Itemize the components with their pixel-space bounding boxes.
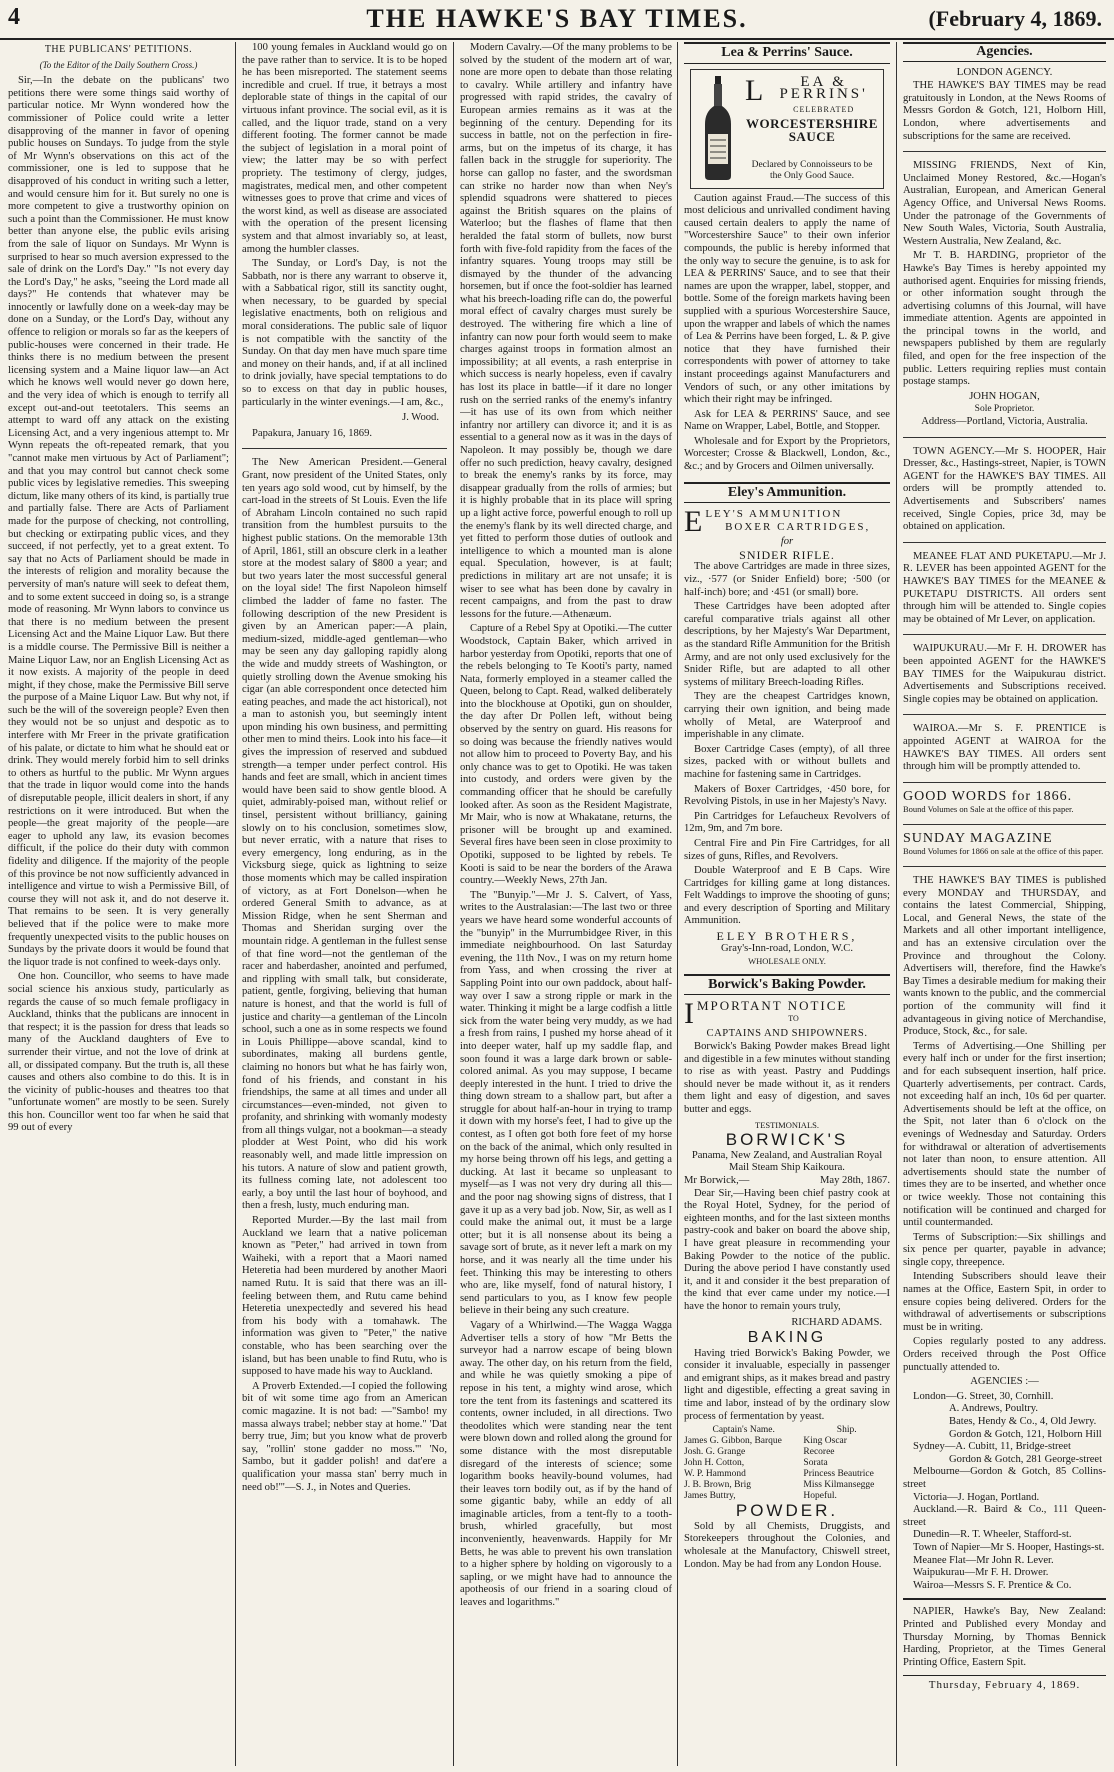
divider — [903, 437, 1106, 438]
powder-word: POWDER. — [735, 1501, 839, 1521]
list-item: London—G. Street, 30, Cornhill. — [913, 1390, 1054, 1402]
letter-salute: Mr Borwick,— — [684, 1174, 750, 1186]
ad-paragraph: Double Waterproof and E B Caps. Wire Cartridges for killing game at long distances. Felt Waddings to improve the shooting of guns; and every description of Sporting and Military Ammunition. — [684, 865, 890, 927]
list-item: Wairoa—Messrs S. F. Prentice & Co. — [913, 1579, 1072, 1591]
article-heading: THE PUBLICANS' PETITIONS. — [44, 44, 193, 55]
column-3 — [460, 42, 672, 1766]
ships-table-header — [684, 1425, 890, 1436]
paper-notice: Terms of Advertising.—One Shilling per every half inch or under for the first insertion; and for each subsequent insertion, half price. Quarterly advertisements, per contract. Cards, not exceeding half an inch, 10s 6d per quarter. Advertisements should be left at the office, on the Spit, not later than 6 o'clock on the evenings of Wednesday and Saturday. Orders for withdrawal or alteration of advertisements not later than noon, to ensure attention. All advertisements should state the number of times they are to be inserted, and whether once or twice weekly. Those not containing this notification will be continued and charged for until countermanded. — [903, 1040, 1106, 1229]
ad-paragraph: Central Fire and Pin Fire Cartridges, for all sizes of guns, Rifles, and Revolvers. — [684, 837, 890, 862]
list-item: A. Andrews, Poultry. — [949, 1403, 1039, 1415]
divider — [903, 151, 1106, 152]
ad-paragraph: Borwick's Baking Powder makes Bread light and digestible in a few minutes without standing to rise as with yeast. Pastry and Puddings should never be made without it, as it renders them light and easy of digestion, and saves butter and eggs. — [684, 1041, 890, 1115]
agency-notice: TOWN AGENCY.—Mr S. HOOPER, Hair Dresser, &c., Hastings-street, Napier, is TOWN AGENT for the HAWKE'S BAY TIMES. All orders will be promptly attended to. Advertisements and Subscribers' names received, Single Copies, price 3d, may be obtained on application. — [903, 445, 1106, 533]
table-row — [684, 1447, 890, 1458]
divider — [903, 824, 1106, 825]
ad-paragraph: They are the cheapest Cartridges known, carrying their own ignition, and being made wholly of Metal, are Waterproof and imperishable in any climate. — [684, 691, 890, 741]
ad-paragraph: Pin Cartridges for Lefaucheux Revolvers of 12m, 9m, and 7m bore. — [684, 810, 890, 835]
good-words-title: GOOD WORDS for 1866. — [903, 788, 1073, 804]
borwick-word: BORWICK'S — [725, 1130, 849, 1150]
ad-paragraph: Sold by all Chemists, Druggists, and Storekeepers throughout the Colonies, and wholesale at the Manufactory, Chiswell street, London. May be had from any London House. — [684, 1520, 890, 1570]
newspaper-title: THE HAWKE'S BAY TIMES. — [366, 4, 748, 33]
divider — [242, 448, 447, 449]
article-paragraph: Sir,—In the debate on the publicans' two petitions there were some things said worthy of particular notice. Mr Wynn wondered how the commissioner of Police could write a letter disapproving of the manner in favor of opening public houses on Sundays. To judge from the style of Mr Wynn's observations on this act of the commissioner, one is led to suppose that he disapproved of his conduct in writing such a letter, and would censure him for it. But surely no one is more competent to give a trustworthy opinion on such a point than the Commissioner. He must know better than anyone else, the public evils arising from the sale of liquor on Sundays. Mr Wynn is surprised to hear so much aversion expressed to the sale of drink on the Lord's Day." "Is not every day the Lord's Day," he asks, "seeing the Lord made all days?" He contends that whatever may be innocently or lawfully done on a week-day may be done on a Sunday, or the Lord's Day, without any offence to religion or morals so far as the keepers of public-houses were concerned in their trade. He thinks there is no medium between the present licensing system and a Maine liquor law—an Act which he knows well would never go down here, and the very idea of which is enough to terrify all except out-and-out teetotalers. This seems an attempt to ward off any attack on the existing Licensing Act, and a very ingenious attempt to. Mr Wynn repeats the oft-repeated remark, that you "cannot make men virtuous by Act of Parliament"; and that you may control but cannot check some public vices by legislative remedies. This sweeping dictum, like many others of its kind, is partially true and partially false. There are Acts of Parliament made for the purpose of checking, not controlling, but checking or extirpating public vices, and they succeed, if not perfectly, yet to a great extent. To say that no Acts of Parliament should be made in the interests of religion and morality because the perversity of man's nature will seek to defeat them, and to some extent succeed in doing so, is a strange mode of reasoning. Mr Wynn labors to convince us that there is no medium between the present Licensing Act and the Maine Liquor Law. But there is a middle course. The Permissive Bill is neither a Maine Liquor Law, nor an English Licensing Act as it now exists. A majority of the people in deed might, if they chose, make the Permissive Bill serve the purpose of a Maine Liquor Law. But why not, if such be the will of the sovereign people? Even then they would not be so unjust and despotic as to interfere with Mr Freer in the private gratification of his palate, or dictate to him what he should eat or drink. They would merely forbid him to sell drinks to others as hurtful to the public. Mr Wynn argues that the trade in liquor would come into the hands of disreputable people, illicit dealers in short, if any restrictions on it were introduced. But when the people—the great majority of the people—are eager to uphold any law, its evasion becomes difficult, if the police do their duty with common fidelity and diligence. If the majority of the people of this province be not now sufficiently advanced in intelligence and virtue to wish a Permissive Bill, of course they will not ask it, and do not deserve it. That remains to be seen. It is very generally believed that if the police were to make more frequently unexpected visits to the public houses on Sundays by the private doors it would be found that the liquor trade is not confined to week-days only. — [8, 75, 229, 968]
table-cell: Hopeful. — [803, 1491, 837, 1502]
news-item: Modern Cavalry.—Of the many problems to be solved by the student of the modern art of war, none are more open to debate than those relating to cavalry. While artillery and infantry have progressed with rapid strides, the cavalry of European armies remains as it was at the beginning of the century. Depending for its success in battle, not on the perfection in fire-arms, but on the impetus of its charge, it has fallen back in the struggle for superiority. The horse can gallop no faster, and the swordsman can strike no harder now than when Ney's splendid squadrons were shattered to pieces against the British squares on the plains of Waterloo; but the flashes of flame that then heralded the fatal storm of bullets, now burst forth with five-fold rapidity from the faces of the infantry squares. Young troops may still be dismayed by the thunder of the advancing horsemen, but if once the foot-soldier has learned what his breech-loading rifle can do, the powerful moral effect of cavalry charges must surely be destroyed. The withering fire which a line of infantry can now pour forth would seem to make charges against troops in formation almost an impossibility; at all events, a rash enterprise in which success is nearly hopeless, even if cavalry has lost its place in battle—if it dare no longer rush on the serried ranks of the enemy's infantry—it has use of its own from which neither infantry nor artillery can divorce it; and it is as essential to a general now as it was in the days of Napoleon. It may possibly be, though we dare offer no such prediction, heavy cavalry, designed to break the enemy's ranks by its force, may disappear gradually from the rolls of armies; but it is highly probable that in its place will spring up a light active force, powerful enough to roll up the enemy's flank by its well directed charge, and yet fitted to perform those duties of outlook and intelligence to which a mounted man is alone equal. Speculation, however, is at fault; predictions in military art are not unsafe; it is wiser to see what has been done by cavalry in recent campaigns, and from the past to draw lessons for the future.—Athenæum. — [460, 42, 672, 620]
news-item: Vagary of a Whirlwind.—The Wagga Wagga Advertiser tells a story of how "Mr Betts the surveyor had a narrow escape of being blown away. The other day, on his return from the field, and while he was quietly smoking a pipe of repose in his tent, a mighty wind arose, which tore the tent from its fastenings and scattered its contents, owner included, in all directions. Two theodolites which were standing near the tent were blown down and rolled along the ground for some distance with the most disreputable disregard of the interests of science; some logarithm books heavily-bound volumes, had their leaves torn bodily out, as if by the hand of some gigantic baby, while an eddy of all imaginable articles, from a tent-fly to a tooth-brush, whirled gracefully, but most inconveniently, heavenwards. Happily for Mr Betts, he was able to prevent his own translation to a higher sphere by holding on vigorously to a sapling, or we might have had to announce the apotheosis of our friend in a soaring cloud of leaves and logarithms." — [460, 1319, 672, 1609]
agency-notice: THE HAWKE'S BAY TIMES may be read gratuitously in London, at the News Rooms of Messrs Gordon & Gotch, 121, Holborn Hill, London, where advertisements and subscriptions for the same are received. — [903, 80, 1106, 142]
london-agency-title: LONDON AGENCY. — [956, 65, 1053, 78]
issue-date: (February 4, 1869. — [928, 6, 1102, 31]
list-item: Meanee Flat—Mr John R. Lever. — [913, 1554, 1054, 1566]
good-words-sub: Bound Volumes on Sale at the office of this paper. — [903, 804, 1074, 815]
news-item: Reported Murder.—By the last mail from Auckland we learn that a native policeman known as "Peter," had arrived in town from Waiheki, with a report that a Maori named Heteretia had been murdered by another Maori named Rutu. It is said that there was an ill-feeling between them, and Rutu came behind Heteretia unexpectedly and severed his head from his body with a tomahawk. The information was given to "Peter," the native constable, who has been searching over the island, but has been unable to find Rutu, who is supposed to have made his way to Auckland. — [242, 1215, 447, 1378]
sunday-magazine-sub: Bound Volumes for 1866 on sale at the office of this paper. — [903, 846, 1104, 857]
eley-ad-title: Eley's Ammunition. — [684, 482, 890, 504]
letter-signature: J. Wood. — [402, 412, 439, 424]
borwick-location: Panama, New Zealand, and Australian Royal Mail Steam Ship Kaikoura. — [691, 1149, 883, 1174]
table-row — [684, 1436, 890, 1447]
list-item: Gordon & Gotch, 121, Holborn Hill — [949, 1428, 1102, 1440]
column-rule — [453, 42, 454, 1766]
news-item: The New American President.—General Grant, now president of the United States, only ten years ago sold wood, cut by himself, by the cart-load in the streets of St Louis. Even the life of Abraham Lincoln contained no such rapid transition from the humblest pursuits to the highest public stations. On the memorable 13th of April, 1861, still an obscure clerk in a leather store at the modest salary of $800 a year; and but two years later the most successful general on the loyal side! The first Napoleon himself climbed the ladder of fame no faster. The following description of the new President is given by an American paper:—A plain, medium-sized, middle-aged gentleman—who may be seen any day galloping rapidly along the wide and muddy streets of Washington, or quietly strolling down the Avenue smoking his cigar (an able correspondent once detected him eating peaches, and made the act historical), not a man to astonish you, but seemingly intent upon minding his own business, and permitting other men to mind theirs. Look into his face—it gives the impression of reserved and subdued strength—a temper under perfect control. His hands and feet are small, which in ancient times would have been said to show gentle blood. A quiet, admirably-poised man, without relief or tinsel, persistent without brilliancy, gaining slowly on to his conclusion, sometimes slow, but never erratic, with a nature that rises to every emergency, long enduring, as in the Vicksburg siege, quick as lightning to seize those moments which may be called inspiration of victory, as at Fort Donelson—when he ordered General Smith to advance, as at Mission Ridge, when he sent Sherman and Thomas and Sheridan surging over the mountain ridge. A gentleman in the fullest sense of that fine word—not the gentleman of the racer and haberdasher, anointed and perfumed, and rippling with small talk, but considerate, patient, gentle, forgiving, believing that human nature is honest, and that the world is full of justice and charity—a gentleman of the Lincoln school, such a one as in some respects we found in Louis Phillippe—above scandal, kind to subordinates, making all burdens gentle, claiming no honors but what he has fairly won, fond of his friends, and constant in his friendships, the same at all times and under all circumstances—even-minded, not given to profanity, and shrinking with womanly modesty from all things vulgar, not a bookman—a steady plodder at West Point, who did his work reasonably well, and made little impression on his tutors. A nature of slow and patient growth, its fullness coming late, not adolescent too early, a boy until the last hour of boyhood, and then a fresh, lusty, much enduring man. — [242, 457, 447, 1212]
lea-perrins-initial: L — [745, 73, 767, 107]
borwick-line: TO — [788, 1014, 799, 1024]
column-rule — [677, 42, 678, 1766]
table-cell: J. B. Brown, Brig — [684, 1480, 752, 1491]
ad-paragraph: These Cartridges have been adopted after careful comparative trials against all other descriptions, by her Majesty's War Department, as the standard Rifle Ammunition for the British Army, and are not only used exclusively for the Snider Rifle, but are adapted to all other systems of military Breech-loading Rifles. — [684, 601, 890, 688]
paper-notice: Copies regularly posted to any address. Orders received through the Post Office punctually attended to. — [903, 1336, 1106, 1373]
letter-date: May 28th, 1867. — [819, 1174, 890, 1186]
ad-paragraph: Dear Sir,—Having been chief pastry cook at the Royal Hotel, Sydney, for the period of eighteen months, and for the last sixteen months pastry-cook and baker on board the above ship, I have great pleasure in recommending your Baking Powder to the notice of the public. During the above period I have constantly used it, and it and consider it the best preparation of the kind that ever came under my notice.—I have the honor to remain yours truly, — [684, 1187, 890, 1312]
agencies-list — [903, 1391, 1106, 1593]
borwick-line: MPORTANT NOTICE — [697, 1000, 848, 1014]
eley-line: SNIDER RIFLE. — [739, 547, 835, 562]
ad-paragraph: Ask for LEA & PERRINS' Sauce, and see Name on Wrapper, Label, Bottle, and Stopper. — [684, 408, 890, 433]
table-cell: Recoree — [803, 1447, 835, 1458]
list-item: Melbourne—Gordon & Gotch, 85 Collins-street — [903, 1466, 1106, 1490]
ad-paragraph: Having tried Borwick's Baking Powder, we consider it invaluable, especially in passenger and emigrant ships, as it makes bread and pastry light and digestible, effecting a great saving in time and labor, instead of by the ordinary slow process of fermentation by yeast. — [684, 1347, 890, 1422]
paper-notice: Intending Subscribers should leave their names at the Office, Eastern Spit, in order to ensure copies being delivered. Orders for the withdrawal of advertisements or subscriptions must be in writing. — [903, 1271, 1106, 1333]
eley-wholesale: WHOLESALE ONLY. — [748, 956, 826, 967]
table-cell: Princess Beautrice — [803, 1469, 874, 1480]
news-item: Capture of a Rebel Spy at Opotiki.—The cutter Woodstock, Captain Baker, which arrived in harbor yesterday from Opotiki, reports that one of the rebels belonging to Te Kooti's party, named Nata, formerly employed in a steamer called the Queen, belong to Capt. Read, walked deliberately into the blockhouse at Opotiki, gun on shoulder, the day after Dr Pollen left, without being observed by the sentry on guard. His reasons for so doing was because the friendly natives would not allow him to proceed to Poverty Bay, and his only chance was to get to Opotiki. He was taken into custody, and orders were given by the commanding officer that he should be carefully looked after. As soon as the Resident Magistrate, Mr Mair, who is now at Whakatane, returns, the prisoner will be brought up and examined. Several fires have been seen in close proximity to Opotiki, supposed to be lighted by rebels. Te Kooti is said to be near the borders of the Arawa country.—Weekly News, 27th Jan. — [460, 623, 672, 887]
article-subheading: (To the Editor of the Daily Southern Cross.) — [39, 59, 198, 70]
header-cell: Ship. — [836, 1425, 857, 1436]
list-item: Auckland.—R. Baird & Co., 111 Queen-street — [903, 1504, 1106, 1528]
lea-perrins-name: EA & PERRINS' — [779, 73, 868, 103]
column-5-agencies — [903, 42, 1106, 1766]
letter-signature: RICHARD ADAMS. — [791, 1316, 882, 1328]
header-cell: Captain's Name. — [712, 1425, 775, 1436]
table-row — [684, 1469, 890, 1480]
article-paragraph: One hon. Councillor, who seems to have made social science his anxious study, particularly as regards the cause of so much female profligacy in Auckland, thinks that the publicans are innocent in that respect; it is the passion for dress that leads so many of the Auckland daughters of Eve to surrender their virtue, and not the love of drink at all, or dissipated company. But the truth is, all these causes and others also combine to do this. It is in the vicinity of public-houses and theatres too that "unfortunate women" are mostly to be seen. Surely this hon. Councillor went too far when he said that 99 out of every — [8, 971, 229, 1134]
imprint: NAPIER, Hawke's Bay, New Zealand: Printed and Published every Monday and Thursday Morning, by Thomas Bennick Harding, Proprietor, at the Times General Printing Office, Eastern Spit. — [903, 1606, 1106, 1668]
lea-perrins-declared: Declared by Connoisseurs to be the Only Good Sauce. — [751, 159, 873, 181]
divider — [903, 866, 1106, 867]
table-cell: James G. Gibbon, Barque — [684, 1436, 782, 1447]
list-item: Dunedin—R. T. Wheeler, Stafford-st. — [913, 1529, 1072, 1541]
ad-paragraph: Wholesale and for Export by the Proprietors, Worcester; Crosse & Blackwell, London, &c., &c.; and by Grocers and Oilmen universally. — [684, 435, 890, 473]
baking-word: BAKING — [747, 1329, 827, 1347]
table-cell: John H. Cotton, — [684, 1458, 745, 1469]
ad-paragraph: Boxer Cartridge Cases (empty), of all three sizes, packed with or without bullets and machine for fastening same in Cartridges. — [684, 743, 890, 780]
sauce-bottle-icon — [703, 76, 733, 180]
divider — [903, 714, 1106, 715]
column-4-advertisements — [684, 42, 890, 1766]
hogan-address: Address—Portland, Victoria, Australia. — [921, 416, 1088, 428]
page-number: 4 — [8, 4, 20, 30]
eley-address: Gray's-Inn-road, London, W.C. — [721, 942, 853, 954]
lea-perrins-ad-title: Lea & Perrins' Sauce. — [684, 42, 890, 64]
divider — [903, 782, 1106, 783]
list-item: Victoria—J. Hogan, Portland. — [913, 1491, 1040, 1503]
paper-notice: THE HAWKE'S BAY TIMES is published every MONDAY and THURSDAY, and contains the latest Commercial, Shipping, Local, and General News, the state of the Markets and all other important intelligence, and has an extensive circulation over the Province and throughout the Colony. Advertisers will, therefore, find the Hawke's Bay Times a desirable medium for making their wants known to the public, and the commercial portion of the community will find it advantageous in giving notice of Merchandise, Produce, Stock, &c., for sale. — [903, 875, 1106, 1038]
divider — [903, 542, 1106, 543]
ships-table — [684, 1425, 890, 1502]
borwick-line: CAPTAINS AND SHIPOWNERS. — [706, 1028, 868, 1040]
borwick-initial: I — [684, 1000, 694, 1029]
eley-line: BOXER CARTRIDGES, — [725, 520, 871, 533]
agencies-title: Agencies. — [903, 42, 1106, 62]
agency-notice: WAIPUKURAU.—Mr F. H. DROWER has been appointed AGENT for the HAWKE'S BAY TIMES for the Waipukurau district. Advertisements and Subscriptions received. Single copies may be obtained on application. — [903, 643, 1106, 705]
article-paragraph: 100 young females in Auckland would go on the pave rather than to service. It is to be hoped he has been misreported. The statement seems incredible and cruel. If true, it betrays a most deplorable state of things in the capital of our virtuous infant province. The social evil, as it is called, and the liquor trade, stand on a very different footing. The former cannot be made the subject of legislation in a moral point of view; the latter may be so with perfect propriety. The testimony of clergy, judges, magistrates, medical men, and other competent witnesses goes to prove that crime and vices of the worst kind, as well as disease are associated with the operation of the present licensing system and that almost invariably so, at least, among the humbler classes. — [242, 42, 447, 255]
lea-perrins-celebrated: CELEBRATED — [793, 104, 855, 114]
letter-dateline: Papakura, January 16, 1869. — [252, 427, 373, 439]
agency-notice: WAIROA.—Mr S. F. PRENTICE is appointed AGENT at WAIROA for the HAWKE'S BAY TIMES. All orders sent through him will be promptly attended to. — [903, 723, 1106, 773]
ad-paragraph: Makers of Boxer Cartridges, ·450 bore, for Revolving Pistols, in use in her Majesty's Navy. — [684, 783, 890, 808]
table-cell: James Buttry, — [684, 1491, 736, 1502]
ad-paragraph: Caution against Fraud.—The success of this most delicious and unrivalled condiment having caused certain dealers to apply the name of "Worcestershire Sauce" to their own inferior compounds, the public is hereby informed that the only way to secure the genuine, is to ask for LEA & PERRINS' Sauce, and to see that their names are upon the wrapper, label, stopper, and bottle. Some of the foreign markets having been supplied with a spurious Worcestershire Sauce, upon the wrapper and labels of which the names of Lea & Perrins have been forged, L. & P. give notice that they have furnished their correspondents with power of attorney to take instant proceedings against Manufacturers and Vendors of such, or any other imitations by which their right may be infringed. — [684, 192, 890, 406]
agency-notice: Mr T. B. HARDING, proprietor of the Hawke's Bay Times is hereby appointed my authorised agent. Enquiries for missing friends, or other information sought through the advertising columns of this Journal, will have immediate attention. Agents are appointed in the principal towns in the world, and newspapers published by them are regularly filed, and open for the free inspection of the public. Letters requiring replies must contain postage stamps. — [903, 250, 1106, 388]
borwick-ad-title: Borwick's Baking Powder. — [684, 974, 890, 996]
footer-date: Thursday, February 4, 1869. — [903, 1675, 1106, 1692]
table-cell: W. P. Hammond — [684, 1469, 746, 1480]
list-item: Town of Napier—Mr S. Hooper, Hastings-st. — [913, 1541, 1105, 1553]
sunday-magazine-title: SUNDAY MAGAZINE — [903, 830, 1053, 846]
eley-line: LEY'S AMMUNITION — [705, 508, 843, 521]
table-row — [684, 1458, 890, 1469]
column-2 — [242, 42, 447, 1766]
divider — [903, 1598, 1106, 1600]
list-item: Waipukurau—Mr F. H. Drower. — [913, 1567, 1049, 1579]
agency-notice: MISSING FRIENDS, Next of Kin, Unclaimed Money Restored, &c.—Hogan's Australian, European, and American General Agency Office, and Universal News Rooms. Under the patronage of the Governments of New South Wales, Victoria, South Australia, Western Australia, New Zealand, &c. — [903, 160, 1106, 247]
news-item: A Proverb Extended.—I copied the following bit of wit some time ago from an American comic magazine. It is not bad: —"Sambo! my massa always trabel; nebber stay at home." 'Dat berry true, Jim; but you know what de proverb say, "rollin' stone gadder no moss."' 'No, Sambo, but it gadder polish! and dat'ere a qualification your massa stan' berry much in need ob!'"—S. J., in Notes and Queries. — [242, 1380, 447, 1493]
column-1 — [8, 42, 229, 1766]
masthead — [0, 0, 1114, 40]
paper-notice: Terms of Subscription:—Six shillings and six pence per quarter, payable in advance; single copy, threepence. — [903, 1231, 1106, 1268]
eley-line: for — [780, 536, 794, 548]
list-item: Bates, Hendy & Co., 4, Old Jewry. — [949, 1416, 1097, 1427]
table-row — [684, 1480, 890, 1491]
eley-initial: E — [684, 508, 703, 537]
news-item: The "Bunyip."—Mr J. S. Calvert, of Yass, writes to the Australasian:—The last two or three years we have heard some wonderful accounts of the "bunyip" in the Murrumbidgee River, in this immediate neighbourhood. On last Saturday evening, the 11th Nov., I was on my return home from Yass, and when crossing the river at Sappling Point into our own paddock, about half-way over I saw a strong ripple or mark in the water. Thinking it might be a large codfish a little sick from the water being very muddy, as we had a fresh from rains, I pushed my horse ahead of it into deeper water, half up my saddle flap, and soon found it was a large dark brown or sable-colored animal. As you may suppose, I became deeply interested in the hunt. I tried to drive the thing down stream to a shallow part, but after a struggle for about half-an-hour in trying to tramp it down with my horse's feet, I had to give up the contest, as I often got both fore feet of my horse on the back of the animal, which only resulted in my horse being thrown off his legs, and getting a ducking. At last it became so unpleasant to myself—as I was not very dry during all this—and the poor nag showing signs of distress, that I gave it up as a very bad job. Now, Sir, as well as I could make the animal out, it must be a large otter; but it is all nonsense about its being a savage sort of brute, as it never left a mark on my horse, and it was nearly all the time under his feet. Thinking this may be interesting to others who are, like myself, fond of natural history, I send particulars to you, as I know few people believe in their being any such creature. — [460, 889, 672, 1317]
article-paragraph: The Sunday, or Lord's Day, is not the Sabbath, nor is there any warrant to observe it, with a Sabbatical rigor, still its sanctity ought, when necessary, to be guarded by special legislative enactments, both on religious and moral considerations. The public sale of liquor is not compatible with the sanctity of the Sunday. On that day men have much spare time and money on their hands, and, if at all inclined to drink jovially, have special temptations to do so to excess on that day in public houses, particularly in the winter evenings.—I am, &c., — [242, 258, 447, 408]
hogan-title: Sole Proprietor. — [974, 404, 1035, 415]
borwick-testimonials: TESTIMONIALS. — [755, 1119, 819, 1130]
agencies-list-title: AGENCIES :— — [970, 1376, 1039, 1388]
table-cell: Josh. G. Grange — [684, 1447, 746, 1458]
table-cell: Sorata — [803, 1458, 828, 1469]
ad-paragraph: The above Cartridges are made in three sizes, viz., ·577 (or Snider Enfield) bore; ·500 (or half-inch) bore; and ·451 (or small) bore. — [684, 561, 890, 598]
table-cell: King Oscar — [803, 1436, 847, 1447]
agency-notice: MEANEE FLAT AND PUKETAPU.—Mr J. R. LEVER has been appointed AGENT for the HAWKE'S BAY TIMES for the MEANEE & PUKETAPU DISTRICTS. All orders sent through him will be attended to. Single copies may be obtained of Mr Lever, on application. — [903, 550, 1106, 625]
eley-brothers: ELEY BROTHERS, — [716, 929, 858, 944]
lea-perrins-logo — [690, 69, 884, 189]
column-rule — [235, 42, 236, 1766]
column-rule — [896, 42, 897, 1766]
list-item: Gordon & Gotch, 281 George-street — [949, 1453, 1103, 1465]
table-cell: Miss Kilmansegge — [803, 1480, 875, 1491]
divider — [903, 634, 1106, 635]
lea-perrins-sauce-name: WORCESTERSHIRE SAUCE — [746, 116, 878, 144]
list-item: Sydney—A. Cubitt, 11, Bridge-street — [913, 1441, 1071, 1453]
hogan-name: JOHN HOGAN, — [969, 390, 1040, 402]
